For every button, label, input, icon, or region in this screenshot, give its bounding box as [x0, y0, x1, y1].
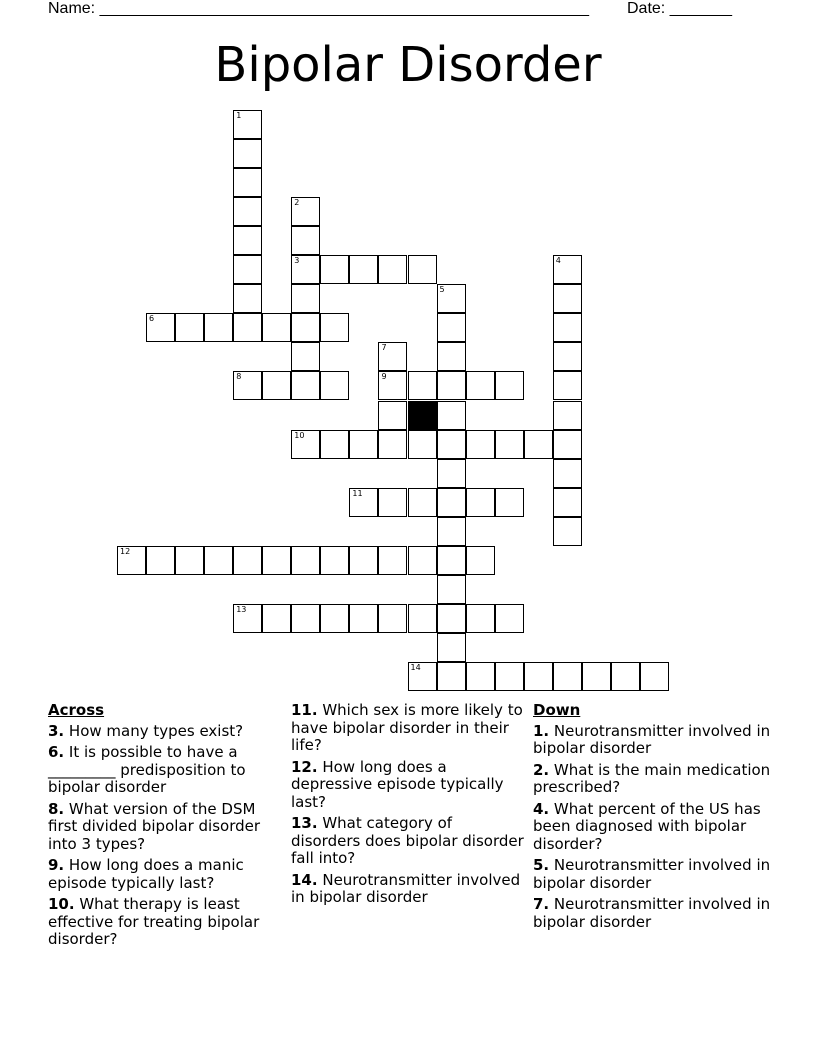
crossword-cell[interactable]	[349, 255, 378, 284]
clue-text: It is possible to have a _________ predisposition to bipolar disorder	[48, 743, 246, 796]
crossword-cell[interactable]	[291, 226, 320, 255]
crossword-cell[interactable]	[349, 546, 378, 575]
crossword-cell[interactable]	[437, 604, 466, 633]
clue-number: 10.	[48, 895, 75, 913]
crossword-cell[interactable]	[553, 517, 582, 546]
crossword-cell[interactable]	[262, 371, 291, 400]
crossword-cell[interactable]	[495, 371, 524, 400]
crossword-cell[interactable]	[553, 371, 582, 400]
crossword-cell[interactable]	[233, 546, 262, 575]
crossword-cell[interactable]	[553, 662, 582, 691]
clue-text: How long does a depressive episode typically last?	[291, 757, 504, 811]
crossword-cell[interactable]	[233, 110, 262, 139]
crossword-cell[interactable]	[408, 255, 437, 284]
crossword-cell[interactable]	[553, 255, 582, 284]
across-clue-3	[48, 723, 284, 741]
crossword-cell[interactable]	[262, 546, 291, 575]
blocked-square	[408, 401, 437, 430]
crossword-cell[interactable]	[495, 430, 524, 459]
across-clues-column-1	[48, 702, 284, 953]
crossword-cell[interactable]	[378, 371, 407, 400]
clue-text: How many types exist?	[64, 721, 244, 740]
crossword-cell[interactable]	[408, 662, 437, 691]
crossword-cell[interactable]	[437, 371, 466, 400]
crossword-cell[interactable]	[466, 430, 495, 459]
cell-number: 3	[294, 256, 300, 266]
crossword-cell[interactable]	[553, 284, 582, 313]
cell-number: 2	[294, 198, 300, 208]
crossword-cell[interactable]	[233, 255, 262, 284]
crossword-cell[interactable]	[233, 226, 262, 255]
crossword-cell[interactable]	[408, 488, 437, 517]
crossword-cell[interactable]	[349, 430, 378, 459]
crossword-cell[interactable]	[553, 313, 582, 342]
crossword-cell[interactable]	[291, 197, 320, 226]
crossword-cell[interactable]	[378, 430, 407, 459]
crossword-cell[interactable]	[495, 662, 524, 691]
crossword-cell[interactable]	[320, 604, 349, 633]
crossword-cell[interactable]	[437, 662, 466, 691]
clue-text: Neurotransmitter involved in bipolar disorder	[533, 721, 771, 757]
crossword-cell[interactable]	[408, 604, 437, 633]
crossword-cell[interactable]	[408, 371, 437, 400]
crossword-cell[interactable]	[320, 430, 349, 459]
crossword-cell[interactable]	[175, 546, 204, 575]
across-clue-13	[291, 815, 525, 868]
clue-text: Which sex is more likely to have bipolar disorder in their life?	[291, 701, 523, 754]
down-clue-2	[533, 762, 773, 797]
crossword-cell[interactable]	[291, 604, 320, 633]
crossword-cell[interactable]	[291, 313, 320, 342]
down-clue-7	[533, 896, 773, 931]
across-clues-column-2	[291, 702, 525, 911]
clue-text: Neurotransmitter involved in bipolar disorder	[291, 870, 521, 906]
clue-number: 8.	[48, 799, 65, 818]
crossword-cell[interactable]	[553, 430, 582, 459]
across-clue-14	[291, 872, 525, 907]
crossword-cell[interactable]	[378, 342, 407, 371]
crossword-cell[interactable]	[233, 313, 262, 342]
crossword-cell[interactable]	[233, 371, 262, 400]
crossword-cell[interactable]	[437, 430, 466, 459]
crossword-cell[interactable]	[466, 488, 495, 517]
across-clue-6	[48, 744, 284, 797]
crossword-cell[interactable]	[233, 139, 262, 168]
down-clue-5	[533, 857, 773, 892]
crossword-cell[interactable]	[320, 255, 349, 284]
date-field-label: Date: _______	[627, 0, 732, 17]
across-clue-9	[48, 857, 284, 892]
crossword-cell[interactable]	[291, 342, 320, 371]
crossword-cell[interactable]	[524, 430, 553, 459]
crossword-cell[interactable]	[291, 430, 320, 459]
clue-text: What category of disorders does bipolar disorder fall into?	[291, 814, 524, 867]
crossword-cell[interactable]	[553, 488, 582, 517]
down-heading: Down	[533, 701, 581, 719]
crossword-cell[interactable]	[175, 313, 204, 342]
crossword-cell[interactable]	[524, 662, 553, 691]
clue-number: 13.	[291, 814, 318, 832]
across-clue-10	[48, 896, 284, 949]
cell-number: 9	[381, 372, 387, 382]
clue-text: How long does a manic episode typically last?	[48, 856, 244, 892]
clue-text: What percent of the US has been diagnosed with bipolar disorder?	[533, 799, 761, 853]
name-field-label: Name: _______________________________________________________	[48, 0, 589, 17]
crossword-cell[interactable]	[582, 662, 611, 691]
crossword-cell[interactable]	[378, 255, 407, 284]
crossword-cell[interactable]	[320, 313, 349, 342]
crossword-cell[interactable]	[117, 546, 146, 575]
crossword-cell[interactable]	[291, 546, 320, 575]
crossword-cell[interactable]	[437, 284, 466, 313]
crossword-cell[interactable]	[640, 662, 669, 691]
crossword-cell[interactable]	[378, 546, 407, 575]
crossword-cell[interactable]	[262, 604, 291, 633]
cell-number: 4	[555, 256, 561, 266]
crossword-cell[interactable]	[408, 430, 437, 459]
down-clue-4	[533, 801, 773, 854]
crossword-cell[interactable]	[466, 662, 495, 691]
crossword-cell[interactable]	[553, 459, 582, 488]
crossword-cell[interactable]	[495, 488, 524, 517]
crossword-cell[interactable]	[320, 371, 349, 400]
crossword-cell[interactable]	[466, 371, 495, 400]
down-clue-1	[533, 723, 773, 758]
clue-text: Neurotransmitter involved in bipolar disorder	[533, 856, 771, 892]
crossword-cell[interactable]	[408, 546, 437, 575]
page-title: Bipolar Disorder	[214, 37, 602, 93]
clue-text: Neurotransmitter involved in bipolar disorder	[533, 895, 771, 931]
crossword-cell[interactable]	[233, 168, 262, 197]
crossword-cell[interactable]	[204, 546, 233, 575]
crossword-cell[interactable]	[466, 546, 495, 575]
crossword-cell[interactable]	[437, 401, 466, 430]
crossword-cell[interactable]	[553, 401, 582, 430]
clue-number: 14.	[291, 870, 318, 889]
crossword-cell[interactable]	[378, 488, 407, 517]
across-clue-8	[48, 801, 284, 854]
clue-number: 6.	[48, 743, 65, 761]
crossword-cell[interactable]	[437, 459, 466, 488]
clue-number: 12.	[291, 757, 318, 776]
crossword-cell[interactable]	[495, 604, 524, 633]
crossword-cell[interactable]	[437, 517, 466, 546]
clue-number: 11.	[291, 701, 318, 719]
down-clues-column	[533, 702, 773, 935]
cell-number: 14	[410, 662, 421, 672]
crossword-cell[interactable]	[437, 313, 466, 342]
across-heading: Across	[48, 701, 105, 719]
cell-number: 5	[439, 285, 445, 295]
crossword-cell[interactable]	[233, 197, 262, 226]
crossword-cell[interactable]	[437, 342, 466, 371]
crossword-cell[interactable]	[233, 604, 262, 633]
crossword-cell[interactable]	[146, 546, 175, 575]
across-clue-11	[291, 702, 525, 755]
crossword-cell[interactable]	[349, 488, 378, 517]
crossword-cell[interactable]	[291, 255, 320, 284]
clue-number: 3.	[48, 721, 65, 740]
clue-text: What therapy is least effective for treating bipolar disorder?	[48, 895, 260, 948]
cell-number: 13	[236, 604, 247, 614]
crossword-cell[interactable]	[349, 604, 378, 633]
cell-number: 7	[381, 343, 387, 353]
cell-number: 1	[236, 111, 242, 120]
crossword-cell[interactable]	[437, 633, 466, 662]
crossword-cell[interactable]	[378, 604, 407, 633]
clue-text: What is the main medication prescribed?	[533, 760, 771, 796]
crossword-cell[interactable]	[291, 371, 320, 400]
cell-number: 10	[294, 430, 305, 440]
crossword-cell[interactable]	[437, 488, 466, 517]
cell-number: 12	[120, 546, 131, 556]
cell-number: 11	[352, 488, 363, 498]
crossword-cell[interactable]	[378, 401, 407, 430]
crossword-cell[interactable]	[466, 604, 495, 633]
crossword-cell[interactable]	[437, 575, 466, 604]
crossword-cell[interactable]	[553, 342, 582, 371]
crossword-cell[interactable]	[204, 313, 233, 342]
crossword-cell[interactable]	[437, 546, 466, 575]
crossword-cell[interactable]	[233, 284, 262, 313]
clue-number: 1.	[533, 721, 550, 740]
clue-number: 5.	[533, 856, 550, 874]
clue-number: 9.	[48, 856, 65, 874]
clue-number: 2.	[533, 760, 550, 779]
crossword-cell[interactable]	[146, 313, 175, 342]
crossword-cell[interactable]	[320, 546, 349, 575]
crossword-cell[interactable]	[262, 313, 291, 342]
crossword-cell[interactable]	[291, 284, 320, 313]
clue-text: What version of the DSM first divided bipolar disorder into 3 types?	[48, 799, 261, 853]
crossword-cell[interactable]	[611, 662, 640, 691]
cell-number: 8	[236, 372, 242, 382]
clue-number: 7.	[533, 895, 550, 913]
cell-number: 6	[149, 314, 155, 324]
clue-number: 4.	[533, 799, 550, 818]
across-clue-12	[291, 759, 525, 812]
